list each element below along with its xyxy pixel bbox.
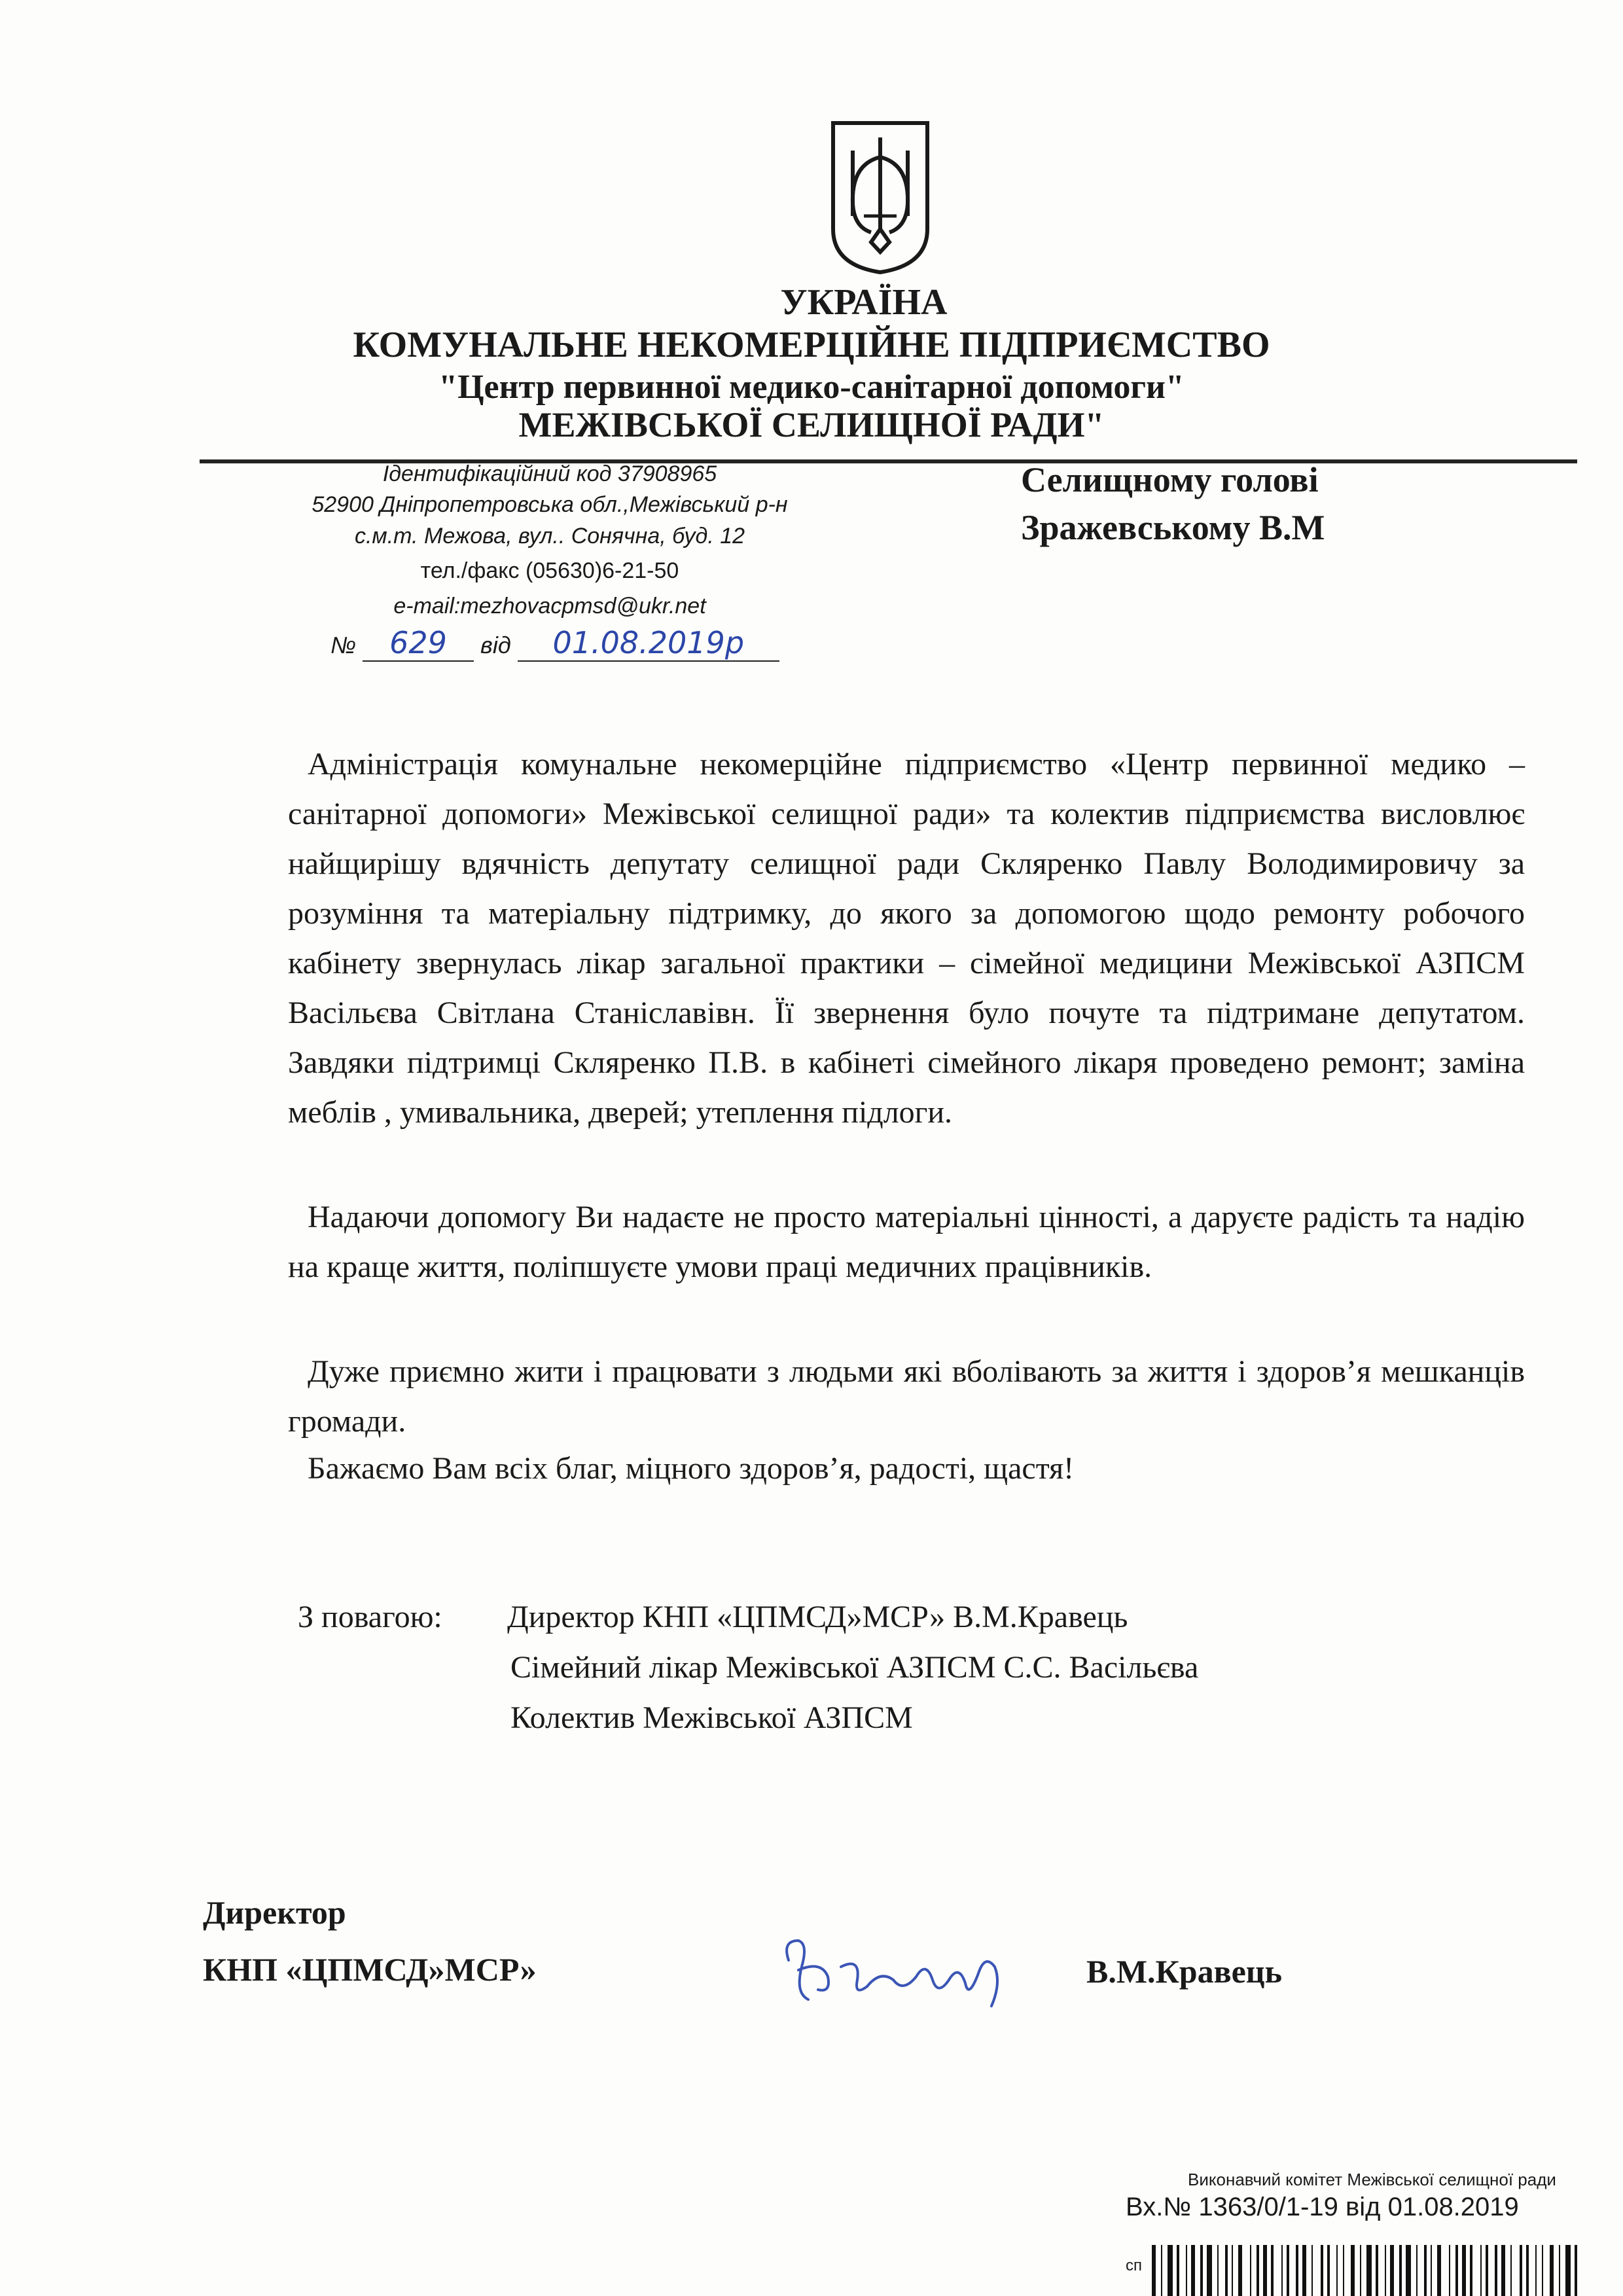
body-paragraph-4-text: Бажаємо Вам всіх благ, міцного здоров’я, радості, щастя!	[308, 1451, 1075, 1486]
barcode-bar	[1217, 2245, 1219, 2296]
closing-signatory-1: Директор КНП «ЦПМСД»МСР» В.М.Кравець	[507, 1600, 1128, 1634]
barcode-bar	[1200, 2245, 1203, 2296]
closing-signatory-3: Колектив Межівської АЗПСМ	[510, 1700, 913, 1735]
id-code: Ідентифікаційний код 37908965	[382, 461, 717, 486]
barcode-bar	[1168, 2245, 1173, 2296]
stamp-tag: сп	[1126, 2257, 1142, 2274]
barcode-bar	[1287, 2245, 1289, 2296]
barcode-bar	[1470, 2245, 1472, 2296]
barcode-bar	[1520, 2245, 1522, 2296]
barcode-bar	[1390, 2245, 1394, 2296]
barcode-bar	[1399, 2245, 1402, 2296]
barcode-bar	[1406, 2245, 1411, 2296]
org-heading-line2: "Центр первинної медико-санітарної допомоги"	[438, 368, 1185, 406]
barcode-bar	[1191, 2245, 1195, 2296]
body-paragraph-1	[288, 740, 1525, 1138]
body-paragraph-3-text: Дуже приємно жити і працювати з людьми які вболівають за життя і здоров’я мешканців громади.	[288, 1354, 1525, 1439]
barcode-bar	[1177, 2245, 1179, 2296]
barcode-bar	[1449, 2245, 1450, 2296]
coat-of-arms-icon	[828, 118, 933, 275]
number-value: 629	[363, 625, 474, 662]
regards-label: З повагою:	[298, 1600, 442, 1634]
barcode-bar	[1207, 2245, 1212, 2296]
barcode-bar	[1152, 2245, 1156, 2296]
barcode-bar	[1336, 2245, 1338, 2296]
barcode-bar	[1462, 2245, 1466, 2296]
body-paragraph-2-text: Надаючи допомогу Ви надаєте не просто матеріальні цінності, а даруєте радість та надію на краще життя, поліпшуєте умови праці медичних працівників.	[288, 1200, 1525, 1284]
body-paragraph-2	[288, 1193, 1525, 1292]
barcode-bar	[1296, 2245, 1298, 2296]
address-line1: 52900 Дніпропетровська обл.,Межівський р-н	[312, 492, 788, 517]
barcode-bar	[1281, 2245, 1283, 2296]
barcode-bar	[1542, 2245, 1543, 2296]
barcode-bar	[1535, 2245, 1537, 2296]
barcode-bar	[1302, 2245, 1306, 2296]
barcode-bar	[1575, 2245, 1577, 2296]
org-heading-line1: КОМУНАЛЬНЕ НЕКОМЕРЦІЙНЕ ПІДПРИЄМСТВО	[353, 325, 1270, 365]
barcode-bar	[1431, 2245, 1432, 2296]
barcode-bar	[1232, 2245, 1233, 2296]
addressee-line2: Зражевському В.М	[1021, 508, 1325, 547]
stamp-incoming-number: Вх.№ 1363/0/1-19 від 01.08.2019	[1126, 2193, 1519, 2221]
barcode-bar	[1526, 2245, 1529, 2296]
body-paragraph-3	[288, 1347, 1525, 1446]
barcode-bar	[1360, 2245, 1361, 2296]
barcode-bar	[1510, 2245, 1512, 2296]
barcode-bar	[1565, 2245, 1571, 2296]
handwritten-signature	[769, 1921, 1018, 2013]
barcode-bar	[1225, 2245, 1228, 2296]
barcode-bar	[1250, 2245, 1251, 2296]
body-paragraph-1-text: Адміністрація комунальне некомерційне підприємство «Центр первинної медико – санітарної допомоги» Межівської селищної ради» та колектив підприємства висловлює найщирішу вдячність депутату селищної ради Скляренко Павлу Володимировичу за розуміння та матеріальну підтримку, до якого за допомогою щодо ремонту робочого кабінету звернулась лікар загальної практики – сімейної медицини Межівської АЗПСМ Васільєва Світлана Станіславівн. Її звернення було почуте та підтримане депутатом. Завдяки підтримці Скляренко П.В. в кабінеті сімейного лікаря проведено ремонт; заміна меблів , умивальника, дверей; утеплення підлоги.	[288, 747, 1525, 1130]
barcode-bar	[1271, 2245, 1274, 2296]
barcode-bar	[1424, 2245, 1427, 2296]
barcode-bar	[1343, 2245, 1344, 2296]
barcode-icon	[1152, 2245, 1584, 2296]
body-paragraph-4	[288, 1444, 1525, 1494]
barcode-bar	[1321, 2245, 1323, 2296]
number-label: №	[330, 632, 356, 658]
barcode-bar	[1186, 2245, 1187, 2296]
date-label: від	[480, 632, 511, 658]
stamp-office: Виконавчий комітет Межівської селищної ради	[1188, 2170, 1556, 2189]
addressee-line1: Селищному голові	[1021, 460, 1319, 499]
registration-line	[330, 625, 779, 662]
barcode-bar	[1480, 2245, 1482, 2296]
barcode-bar	[1437, 2245, 1441, 2296]
phone: тел./факс (05630)6-21-50	[420, 558, 679, 583]
barcode-bar	[1559, 2245, 1560, 2296]
barcode-bar	[1455, 2245, 1458, 2296]
barcode-bar	[1327, 2245, 1330, 2296]
org-heading-line3: МЕЖІВСЬКОЇ СЕЛИЩНОЇ РАДИ"	[518, 405, 1105, 444]
closing-signatory-2: Сімейний лікар Межівської АЗПСМ С.С. Васільєва	[510, 1650, 1199, 1685]
barcode-bar	[1501, 2245, 1505, 2296]
barcode-bar	[1495, 2245, 1497, 2296]
barcode-bar	[1416, 2245, 1418, 2296]
barcode-bar	[1351, 2245, 1355, 2296]
barcode-bar	[1385, 2245, 1386, 2296]
barcode-bar	[1486, 2245, 1488, 2296]
barcode-bar	[1366, 2245, 1372, 2296]
barcode-bar	[1161, 2245, 1162, 2296]
signer-name: В.М.Кравець	[1086, 1953, 1283, 1990]
barcode-bar	[1550, 2245, 1554, 2296]
email: e-mail:mezhovacpmsd@ukr.net	[393, 594, 706, 619]
barcode-bar	[1263, 2245, 1267, 2296]
barcode-bar	[1238, 2245, 1242, 2296]
bleed-through-decoration	[177, 105, 184, 141]
barcode-bar	[1311, 2245, 1313, 2296]
signer-title-line2: КНП «ЦПМСД»МСР»	[203, 1951, 537, 1988]
signer-title-line1: Директор	[203, 1894, 346, 1931]
barcode-bar	[1257, 2245, 1259, 2296]
country-heading: УКРАЇНА	[780, 282, 948, 323]
barcode-bar	[1376, 2245, 1378, 2296]
address-line2: с.м.т. Межова, вул.. Сонячна, буд. 12	[354, 524, 745, 548]
date-value: 01.08.2019р	[518, 625, 779, 662]
